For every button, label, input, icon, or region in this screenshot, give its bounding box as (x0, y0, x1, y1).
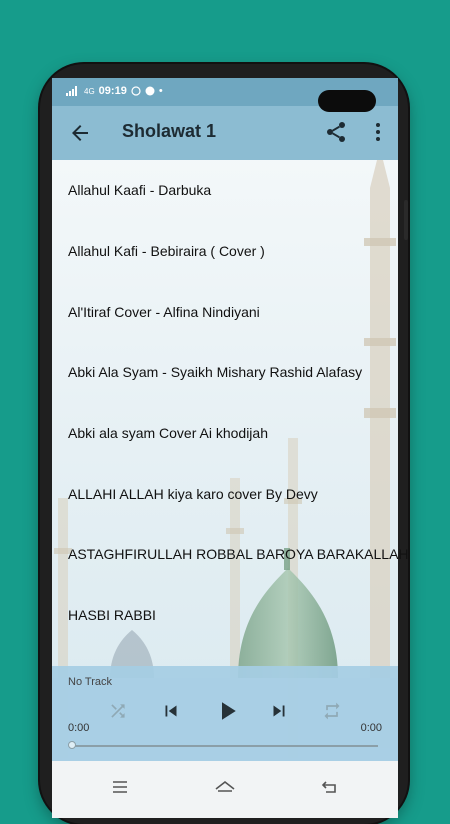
menu-icon[interactable] (108, 775, 132, 799)
back-nav-icon[interactable] (318, 775, 342, 799)
skip-previous-icon[interactable] (160, 700, 182, 722)
signal-icon (66, 86, 80, 96)
song-title: ALLAHI ALLAH kiya karo cover By Devy (68, 485, 318, 502)
music-player (52, 666, 398, 761)
status-time: 09:19 (98, 85, 127, 97)
skip-next-icon[interactable] (268, 700, 290, 722)
list-item[interactable] (52, 160, 398, 221)
home-icon[interactable] (213, 775, 237, 799)
whatsapp-icon (131, 86, 141, 96)
list-item[interactable] (52, 463, 398, 524)
song-title: ASTAGHFIRULLAH ROBBAL BAROYA BARAKALLAH (68, 546, 409, 563)
list-item[interactable] (52, 403, 398, 464)
play-icon[interactable] (212, 696, 242, 726)
song-title: Allahul Kafi - Bebiraira ( Cover ) (68, 243, 265, 260)
camera-cutout (318, 90, 376, 112)
share-icon[interactable] (324, 120, 348, 144)
song-list (52, 160, 409, 646)
list-item[interactable] (52, 342, 398, 403)
current-track: No Track (68, 676, 113, 688)
phone-screen (52, 78, 409, 818)
notification-icon (145, 86, 155, 96)
seek-thumb[interactable] (68, 741, 76, 749)
system-nav-bar (52, 761, 398, 818)
app-bar (52, 106, 398, 160)
elapsed-time: 0:00 (68, 722, 90, 734)
song-title: Al'Itiraf Cover - Alfina Nindiyani (68, 303, 260, 320)
list-item[interactable] (52, 585, 398, 646)
list-item[interactable] (52, 221, 398, 282)
page-title: Sholawat 1 (122, 121, 217, 141)
list-item[interactable] (52, 281, 398, 342)
list-item[interactable] (52, 524, 409, 585)
song-title: Allahul Kaafi - Darbuka (68, 182, 212, 199)
shuffle-icon[interactable] (108, 701, 128, 721)
more-notifications-icon: • (158, 85, 163, 97)
repeat-icon[interactable] (322, 701, 342, 721)
volume-button (404, 200, 408, 240)
song-title: Abki Ala Syam - Syaikh Mishary Rashid Alafasy (68, 364, 363, 381)
duration-time: 0:00 (360, 722, 382, 734)
network-type: 4G (84, 86, 95, 96)
seek-bar[interactable] (72, 745, 378, 747)
arrow-left-icon[interactable] (68, 121, 92, 145)
song-title: Abki ala syam Cover Ai khodijah (68, 425, 268, 442)
song-title: HASBI RABBI (68, 607, 156, 624)
more-vert-icon[interactable] (366, 120, 390, 144)
